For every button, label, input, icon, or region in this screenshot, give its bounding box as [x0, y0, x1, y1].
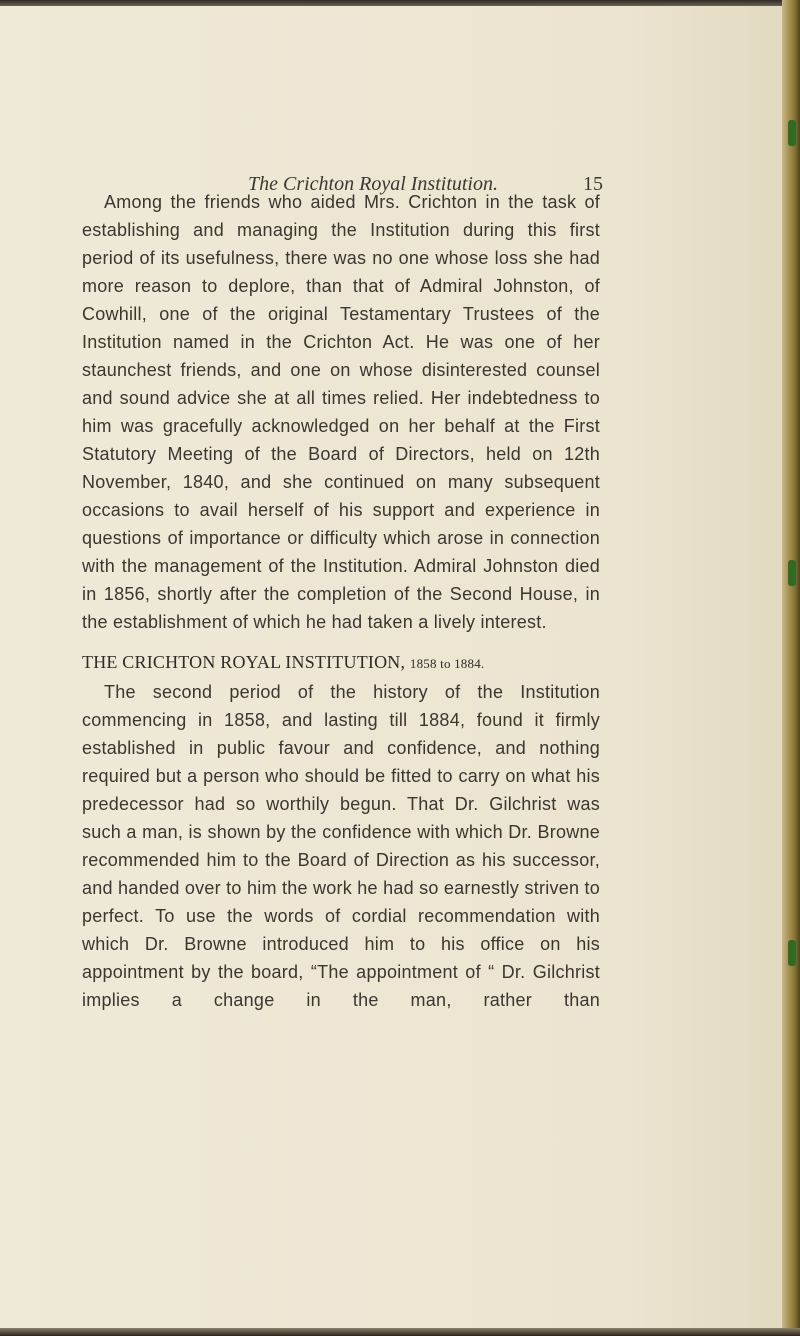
paragraph-admiral-johnston: Among the friends who aided Mrs. Crichton in the task of establishing and managing the Institution during this first period of its usefulness, there was no one whose loss she had more reason to deplore, than that of Admiral Johnston, of Cowhill, one of the original Testamentary Trustees of the Institution named in the Crichton Act. He was one of her staunchest friends, and one on whose disinterested counsel and sound advice she at all times relied. Her indebtedness to him was gracefully acknowledged on her behalf at the First Statutory Meeting of the Board of Directors, held on 12th November, 1840, and she continued on many subsequent occasions to avail herself of his support and experience in questions of importance or difficulty which arose in connection with the management of the Institution. Admiral Johnston died in 1856, shortly after the completion of the Second House, in the establishment of which he had taken a lively interest.: [82, 192, 600, 632]
section-heading-dates: 1858 to 1884.: [409, 656, 485, 671]
spine-ribbon-mark: [788, 560, 796, 586]
paragraph-second-period: The second period of the history of the Institution commencing in 1858, and lasting till 1884, found it firmly established in public favour and confidence, and nothing required but a person who should be fitted to carry on what his predecessor had so worthily begun. That Dr. Gilchrist was such a man, is shown by the confidence with which Dr. Browne recommended him to the Board of Direction as his successor, and handed over to him the work he had so earnestly striven to perfect. To use the words of cordial recommendation with which Dr. Browne introduced him to his office on his appointment by the board, “The appointment of “ Dr. Gilchrist implies a change in the man, rather than: [82, 682, 600, 1010]
section-heading-title: THE CRICHTON ROYAL INSTITUTION,: [82, 652, 406, 672]
page-bottom-edge: [0, 1328, 800, 1336]
running-head-title: The Crichton Royal Institution.: [248, 173, 498, 195]
spine-ribbon-mark: [788, 120, 796, 146]
body-text: [82, 180, 600, 1014]
spine-ribbon-mark: [788, 940, 796, 966]
section-heading: [82, 648, 600, 678]
book-spine: [782, 0, 800, 1336]
page-number: 15: [583, 173, 603, 195]
